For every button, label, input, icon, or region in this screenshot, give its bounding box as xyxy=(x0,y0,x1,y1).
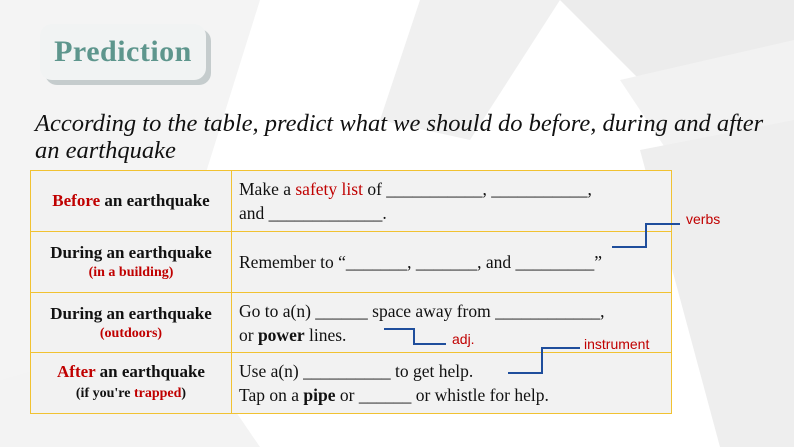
header-subtext xyxy=(31,383,231,405)
annotation-verbs: verbs xyxy=(686,211,721,227)
title-badge xyxy=(40,24,206,80)
header-text: an earthquake xyxy=(100,191,210,210)
row-header xyxy=(31,293,232,353)
row-header xyxy=(31,171,232,232)
table-row xyxy=(31,293,672,353)
bold-text: power xyxy=(257,324,305,345)
text-segment: or ______ or whistle for help. xyxy=(335,385,549,405)
text-segment: of ___________, ___________, xyxy=(362,179,592,199)
row-header xyxy=(31,232,232,293)
text-segment: ) xyxy=(181,386,187,401)
table-row xyxy=(31,232,672,293)
text-segment: lines. xyxy=(304,324,347,345)
content-line xyxy=(239,383,671,407)
bold-text: pipe xyxy=(303,385,336,405)
instruction-text: According to the table, predict what we should do before, during and after an earthquake xyxy=(35,110,764,164)
content-line: and _____________. xyxy=(239,203,387,223)
highlight-text: trapped xyxy=(133,386,182,401)
header-keyword: Before xyxy=(52,191,101,210)
header-text: During an earthquake xyxy=(50,243,212,262)
content-line xyxy=(239,177,671,201)
content-line: Remember to “_______, _______, and _________” xyxy=(239,252,603,272)
header-subtext: (outdoors) xyxy=(99,325,163,341)
text-segment: Make a xyxy=(239,179,296,199)
text-segment: or xyxy=(239,324,258,345)
header-keyword: After xyxy=(57,362,96,381)
row-content xyxy=(232,232,672,293)
table-row xyxy=(31,171,672,232)
table-row xyxy=(31,353,672,414)
header-text: During an earthquake xyxy=(50,303,212,323)
annotation-instrument: instrument xyxy=(584,336,650,352)
highlight-text: safety list xyxy=(295,179,363,199)
annotation-adj: adj. xyxy=(452,331,475,347)
slide-title: Prediction xyxy=(54,35,192,68)
prediction-table xyxy=(30,170,672,414)
content-line: Use a(n) __________ to get help. xyxy=(239,361,474,381)
header-subtext: (in a building) xyxy=(88,265,174,280)
text-segment: (if you're xyxy=(75,386,134,401)
row-content xyxy=(232,353,672,414)
row-content xyxy=(232,171,672,232)
row-header xyxy=(31,353,232,414)
header-text: an earthquake xyxy=(95,362,205,381)
text-segment: Tap on a xyxy=(239,385,304,405)
content-line: Go to a(n) ______ space away from ____________, xyxy=(239,300,605,321)
